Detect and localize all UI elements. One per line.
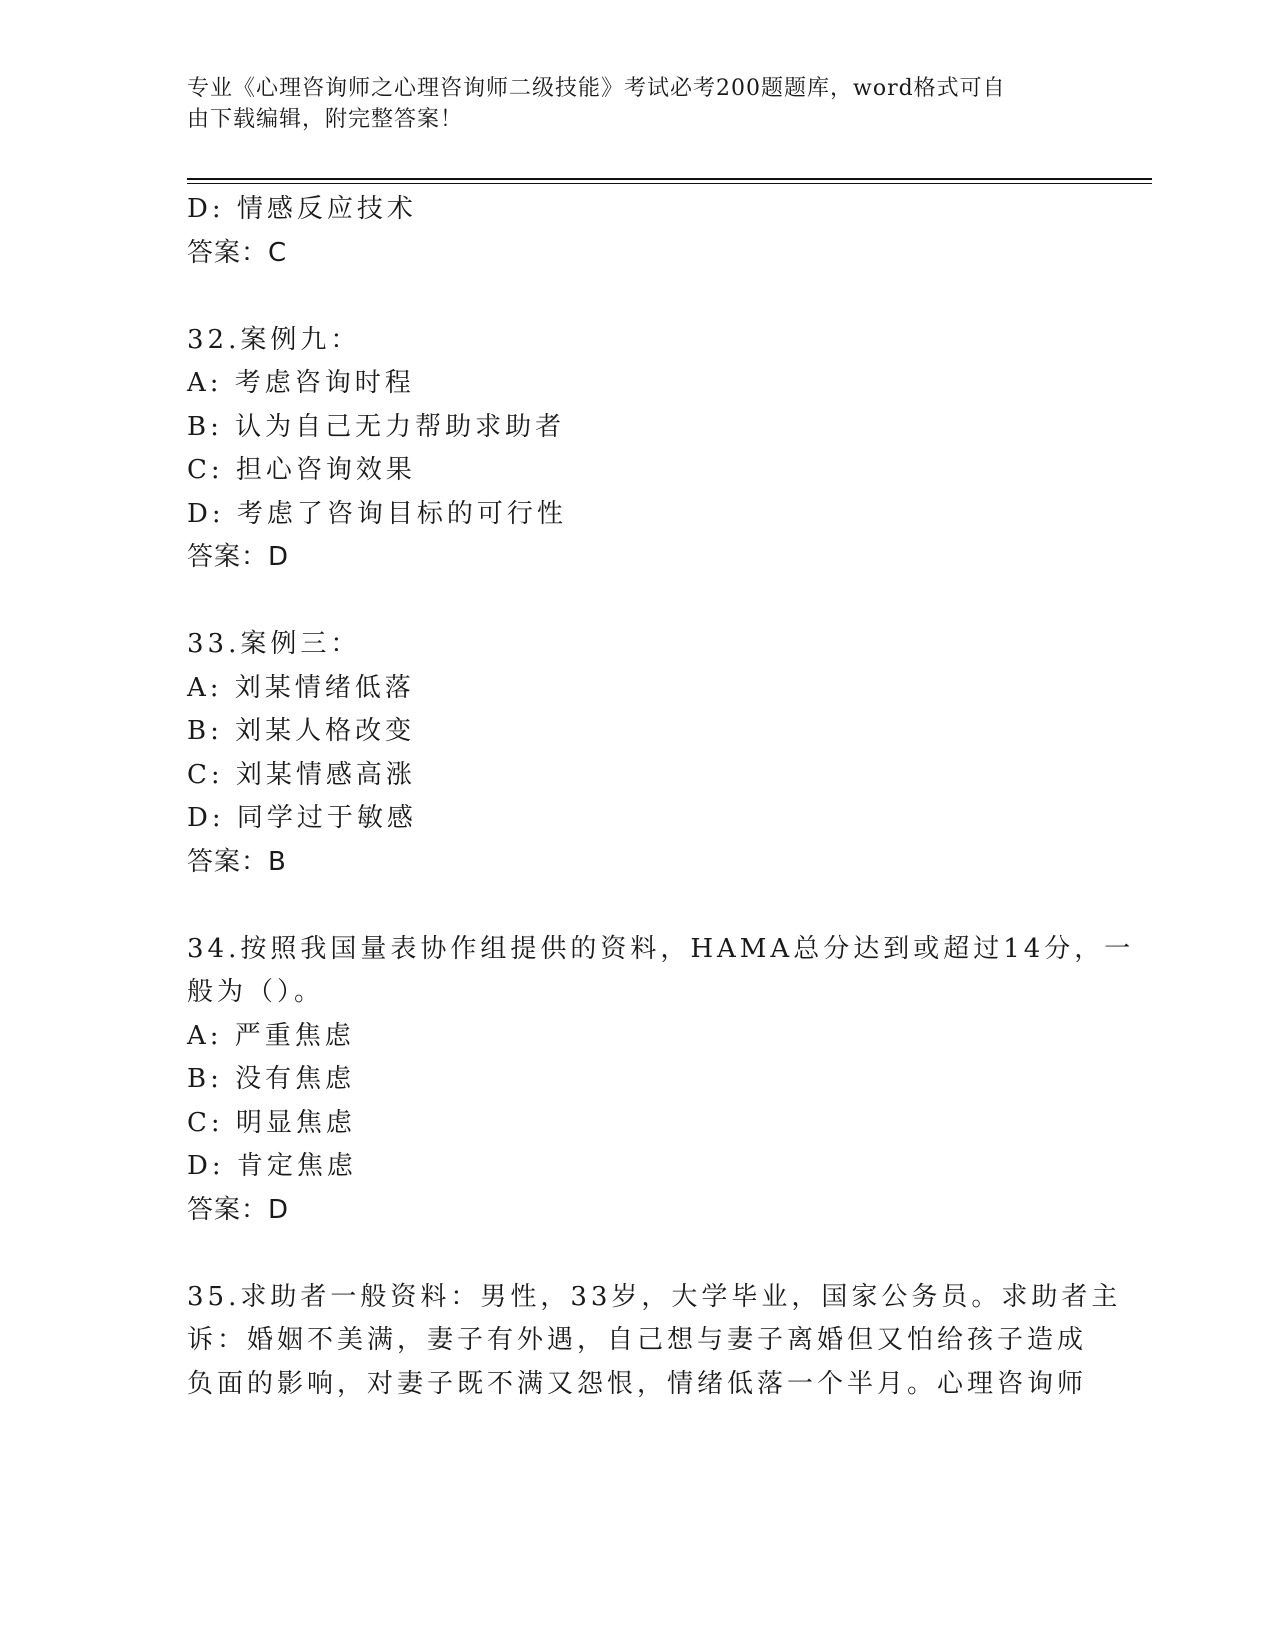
q34-stem-line-2: 般为（）。 bbox=[187, 977, 325, 1007]
q32-option-d: D: 考虑了咨询目标的可行性 bbox=[187, 499, 567, 529]
q33-option-c: C: 刘某情感高涨 bbox=[187, 760, 416, 790]
q32-option-c: C: 担心咨询效果 bbox=[187, 455, 416, 485]
q33-option-d: D: 同学过于敏感 bbox=[187, 803, 417, 833]
prev-answer: 答案：C bbox=[187, 238, 288, 268]
q33-answer: 答案：B bbox=[187, 847, 287, 877]
header-line-1: 专业《心理咨询师之心理咨询师二级技能》考试必考200题题库，word格式可自 bbox=[187, 76, 1006, 101]
q35-stem-line-3: 负面的影响，对妻子既不满又怨恨，情绪低落一个半月。心理咨询师 bbox=[187, 1369, 1088, 1399]
q32-option-b: B: 认为自己无力帮助求助者 bbox=[187, 412, 566, 442]
q34-stem-line-1: 34.按照我国量表协作组提供的资料，HAMA总分达到或超过14分，一 bbox=[187, 934, 1135, 964]
q32-answer: 答案：D bbox=[187, 542, 290, 572]
header-rule-thick bbox=[187, 178, 1152, 180]
q33-option-a: A: 刘某情绪低落 bbox=[187, 673, 415, 703]
q34-answer: 答案：D bbox=[187, 1195, 290, 1225]
header-line-2: 由下载编辑，附完整答案！ bbox=[187, 107, 464, 132]
q34-option-a: A: 严重焦虑 bbox=[187, 1021, 355, 1051]
prev-option-d: D: 情感反应技术 bbox=[187, 194, 417, 224]
q32-stem: 32.案例九： bbox=[187, 325, 361, 355]
q35-stem-line-1: 35.求助者一般资料：男性，33岁，大学毕业，国家公务员。求助者主 bbox=[187, 1282, 1122, 1312]
q35-stem-line-2: 诉：婚姻不美满，妻子有外遇，自己想与妻子离婚但又怕给孩子造成 bbox=[187, 1325, 1088, 1355]
q33-stem: 33.案例三： bbox=[187, 629, 361, 659]
q33-option-b: B: 刘某人格改变 bbox=[187, 716, 416, 746]
header-rule-thin bbox=[187, 183, 1152, 184]
q34-option-b: B: 没有焦虑 bbox=[187, 1064, 356, 1094]
document-header bbox=[187, 73, 1067, 135]
q34-option-d: D: 肯定焦虑 bbox=[187, 1151, 357, 1181]
q34-option-c: C: 明显焦虑 bbox=[187, 1108, 356, 1138]
q32-option-a: A: 考虑咨询时程 bbox=[187, 368, 415, 398]
